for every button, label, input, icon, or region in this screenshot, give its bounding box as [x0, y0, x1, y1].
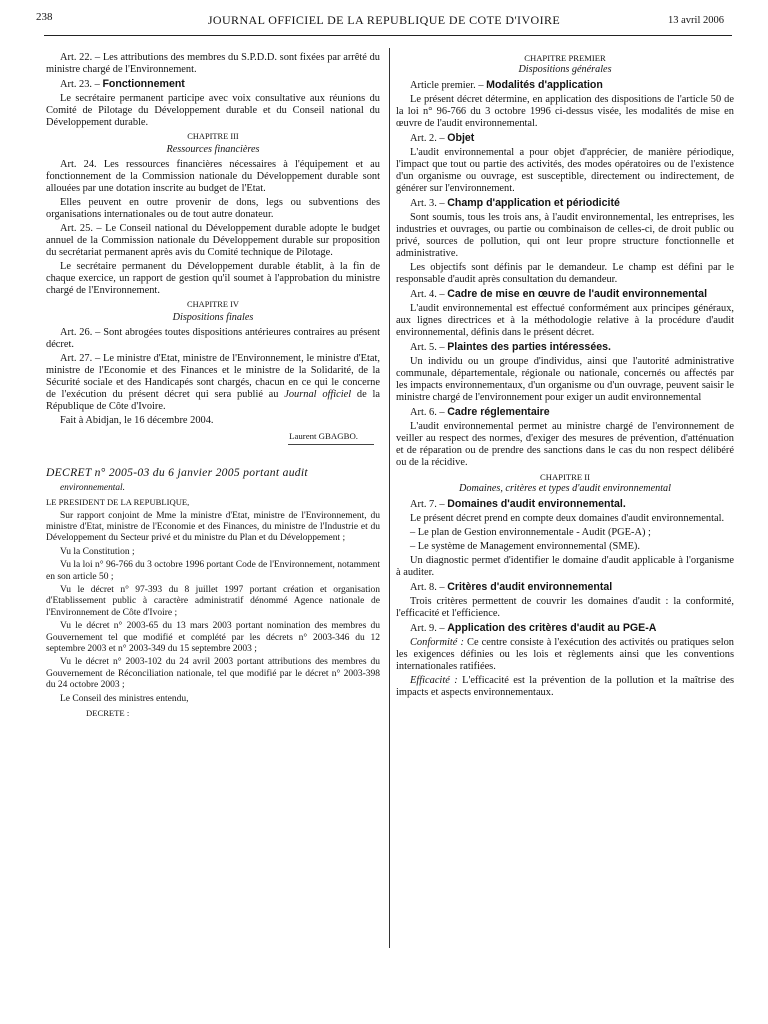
header-rule: [44, 35, 732, 36]
efficacite-text: L'efficacité est la prévention de la pollution et la maîtrise des impacts et aspects environnementaux.: [396, 675, 734, 698]
art1-text: Le présent décret détermine, en application des dispositions de l'article 50 de la loi n° 96-766 du 3 octobre 1996 ci-dessus visée, les modalités de mise en œuvre de l'audit environnemental.: [396, 94, 734, 129]
art6-heading: [396, 406, 734, 419]
right-column: [396, 52, 734, 701]
decree-subtitle-text: environnemental.: [60, 482, 125, 493]
art8-title: Critères d'audit environnemental: [447, 581, 613, 593]
conseil: Le Conseil des ministres entendu,: [60, 693, 189, 704]
art9-title: Application des critères d'audit au PGE-A: [447, 622, 657, 634]
vu-decret-2: Vu le décret n° 2003-65 du 13 mars 2003 portant nomination des membres du Gouvernement tel que modifié et complété par les décrets n° 2003-346 du 12 septembre 2003 et n° 2003-349 du 15 septembre 2003 ;: [46, 621, 380, 655]
left-column: [46, 52, 380, 721]
art5-title: Plaintes des parties intéressées.: [447, 341, 611, 353]
conformite: [396, 637, 734, 673]
art9-heading: [396, 622, 734, 635]
conformite-label: Conformité :: [410, 637, 464, 648]
vu-constitution: Vu la Constitution ;: [60, 546, 135, 557]
art3-heading: [396, 197, 734, 210]
art4-label: Art. 4. –: [410, 289, 448, 300]
decrete: DECRETE :: [86, 708, 130, 719]
art5-text: Un individu ou un groupe d'individus, ainsi que l'autorité administrative communale, départementale, régionale ou nationale, concernés ou affectés par les impacts environnementaux, d'un organisme ou d'un ouvrage, peuvent saisir le ministre chargé de l'environnement pour exiger un audit environnemental: [396, 356, 734, 403]
art4-heading: [396, 288, 734, 301]
chapter2-label: CHAPITRE II: [540, 472, 590, 482]
art23-title: Fonctionnement: [102, 78, 185, 90]
art2-text: L'audit environnemental a pour objet d'apprécier, de manière périodique, l'impact que tout ou partie des activités, des modes opératoires ou de l'existence d'un organisme ou ouvrage, est susceptible, directement ou indirectement, de générer sur l'environnement.: [396, 147, 734, 194]
chapter3-title: Ressources financières: [166, 144, 260, 155]
art2-heading: [396, 132, 734, 145]
art6-title: Cadre réglementaire: [447, 406, 550, 418]
art26: Art. 26. – Sont abrogées toutes dispositions antérieures contraires au présent décret.: [46, 327, 380, 350]
art24-b: Elles peuvent en outre provenir de dons, legs ou subventions des organisations internationales ou de tout autre donateur.: [46, 197, 380, 220]
page-number: 238: [36, 11, 53, 23]
art5-label: Art. 5. –: [410, 342, 448, 353]
vu-loi: Vu la loi n° 96-766 du 3 octobre 1996 portant Code de l'Environnement, notamment en son article 50 ;: [46, 560, 380, 582]
conformite-text: Ce centre consiste à l'exécution des activités ou pratiques selon les exigences définies ou les lois et règlements ainsi que les conventions internationales ratifiées.: [396, 637, 734, 672]
vu-decret-3: Vu le décret n° 2003-102 du 24 avril 2003 portant attributions des membres du Gouvernement de Réconciliation nationale, tel que modifié par le décret n° 2003-398 du 24 octobre 2003 ;: [46, 657, 380, 691]
art7-title: Domaines d'audit environnemental.: [447, 498, 626, 510]
art6-text: L'audit environnemental permet au ministre chargé de l'environnement de veiller au respect des normes, d'exiger des mesures de prévention, d'atténuation et de réparation ou de prendre des sanctions dans le cas du non respect délibéré ou de la récidive.: [396, 421, 734, 468]
art27-journal: Journal officiel: [284, 389, 352, 400]
decree-title: DECRET n° 2005-03 du 6 janvier 2005 portant audit: [46, 466, 308, 479]
art6-label: Art. 6. –: [410, 407, 448, 418]
art8-label: Art. 8. –: [410, 582, 448, 593]
art22: Art. 22. – Les attributions des membres du S.P.D.D. sont fixées par arrêté du ministre chargé de l'Environnement.: [46, 52, 380, 75]
art1-title: Modalités d'application: [486, 79, 603, 91]
art7-item-2: – Le système de Management environnemental (SME).: [410, 541, 640, 552]
art3-label: Art. 3. –: [410, 198, 448, 209]
chapter2-title: Domaines, critères et types d'audit environnemental: [459, 483, 671, 494]
efficacite: [396, 675, 734, 699]
president: LE PRESIDENT DE LA REPUBLIQUE,: [46, 496, 190, 507]
art27-end: de la République de Côte d'Ivoire.: [46, 389, 380, 412]
art7-heading: [396, 498, 734, 511]
art23-text: Le secrétaire permanent participe avec voix consultative aux réunions du Comité de Pilotage du Développement durable et du Conseil national du Développement durable.: [46, 93, 380, 128]
chapter1-label: CHAPITRE PREMIER: [524, 53, 606, 63]
art27: [46, 353, 380, 413]
art7-text: Le présent décret prend en compte deux domaines d'audit environnemental.: [410, 513, 725, 524]
art1-label: Article premier. –: [410, 80, 487, 91]
art23-label: Art. 23. –: [60, 79, 103, 90]
chapter1-title: Dispositions générales: [518, 64, 612, 75]
vu-decret-1: Vu le décret n° 97-393 du 8 juillet 1997 portant création et organisation d'Etablissement public à caractère administratif dénommé Agence nationale de l'Environnement de Côte d'Ivoire ;: [46, 585, 380, 618]
art27-start: Art. 27. – Le ministre d'Etat, ministre de l'Environnement, le ministre d'Etat, ministre de l'Economie et des Finances et le ministre de la Solidarité, de la Sécurité sociale et des Handicapés sont chargés, chacun en ce qui le concerne de l'exécution du présent décret qui sera publié au: [46, 353, 380, 400]
art23-heading: [46, 78, 380, 91]
report: Sur rapport conjoint de Mme la ministre d'Etat, ministre de l'Environnement, du ministre d'Etat, ministre de l'Economie et des Finances, du ministre de l'Industrie et du Développement du Secteur privé et du ministre du Plan et du Développement ;: [46, 510, 380, 544]
art7-label: Art. 7. –: [410, 499, 448, 510]
chapter4-label: CHAPITRE IV: [187, 300, 239, 309]
column-divider: [389, 48, 390, 948]
art3-text: Sont soumis, tous les trois ans, à l'audit environnemental, les entreprises, les industries et ouvrages, ou partie ou combinaison de celles-ci, de droit public ou privé, sources de pollution, qui ont leur propre structure fonctionnelle et administrative.: [396, 212, 734, 259]
art2-title: Objet: [447, 132, 475, 144]
issue-date: 13 avril 2006: [668, 15, 724, 26]
chapter4-title: Dispositions finales: [172, 312, 254, 323]
art1-heading: [396, 79, 734, 92]
efficacite-label: Efficacité :: [410, 675, 458, 686]
art3-title: Champ d'application et périodicité: [447, 197, 620, 209]
signatory-rule: [288, 444, 374, 445]
art7-item-1: – Le plan de Gestion environnementale - Audit (PGE-A) ;: [410, 527, 651, 538]
art2-label: Art. 2. –: [410, 133, 448, 144]
art8-text: Trois critères permettent de couvrir les domaines d'audit : la conformité, l'efficacité et l'efficience.: [396, 596, 734, 619]
art8-heading: [396, 581, 734, 594]
running-title: JOURNAL OFFICIEL DE LA REPUBLIQUE DE COTE D'IVOIRE: [207, 13, 561, 27]
decree-subtitle: [46, 482, 380, 494]
art5-heading: [396, 341, 734, 354]
art25-b: Le secrétaire permanent du Développement durable établit, à la fin de chaque exercice, un rapport de gestion qu'il soumet à l'approbation du ministre chargé de l'Environnement.: [46, 261, 380, 296]
art7-b: Un diagnostic permet d'identifier le domaine d'audit applicable à l'organisme à auditer.: [396, 555, 734, 578]
art25: Art. 25. – Le Conseil national du Développement durable adopte le budget annuel de la Commission nationale du Développement durable sur proposition du secrétariat permanent après avis du Comité technique de Pilotage.: [46, 223, 380, 258]
art24: Art. 24. Les ressources financières nécessaires à l'équipement et au fonctionnement de la Commission nationale du Développement durable sont allouées par une dotation inscrite au budget de l'Etat.: [46, 159, 380, 194]
chapter3-label: CHAPITRE III: [187, 132, 239, 141]
art4-text: L'audit environnemental est effectué conformément aux principes généraux, aux lignes directrices et à la méthodologie relative à la procédure d'audit environnemental, définis dans le présent décret.: [396, 303, 734, 338]
art4-title: Cadre de mise en œuvre de l'audit environnemental: [447, 288, 708, 300]
done-at: Fait à Abidjan, le 16 décembre 2004.: [60, 415, 214, 426]
art3-b: Les objectifs sont définis par le demandeur. Le champ est défini par le responsable d'audit après consultation du demandeur.: [396, 262, 734, 285]
art9-label: Art. 9. –: [410, 623, 448, 634]
signatory: Laurent GBAGBO.: [289, 431, 358, 441]
